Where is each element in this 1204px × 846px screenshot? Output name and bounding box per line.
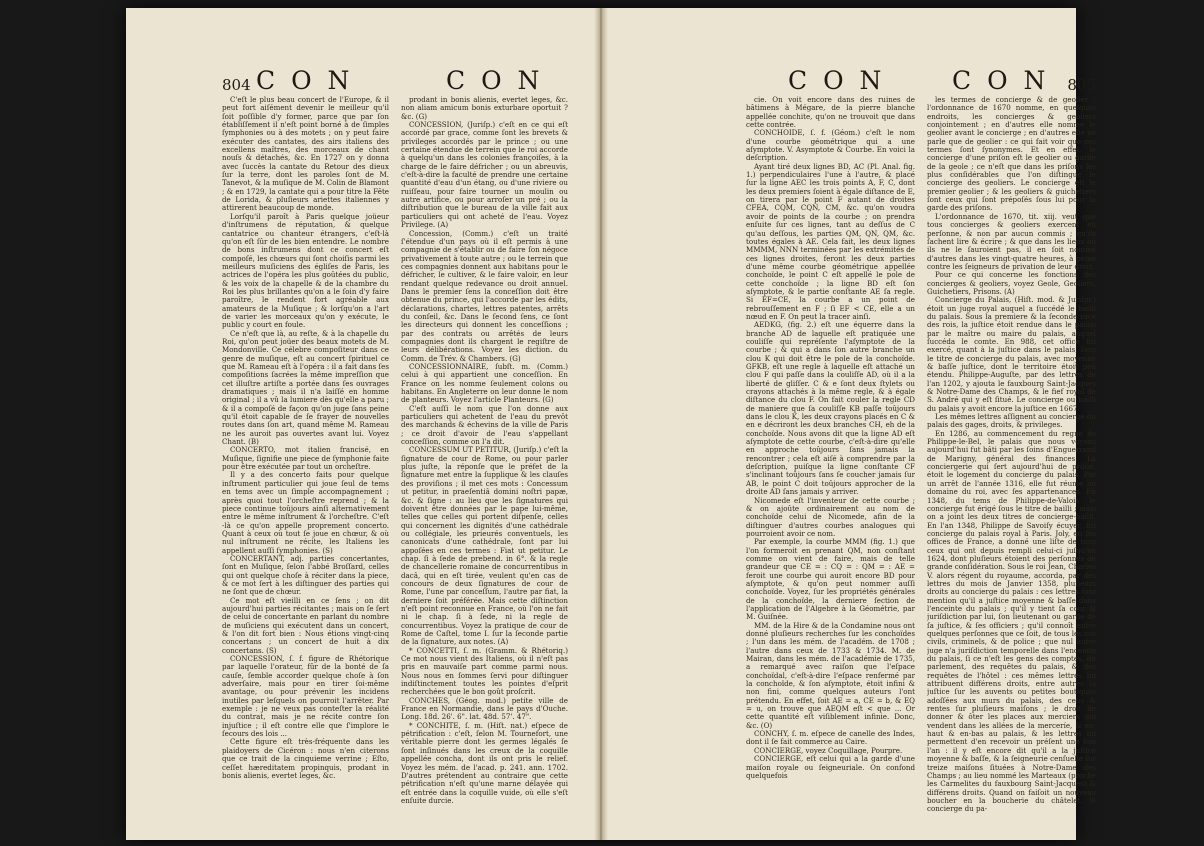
paragraph: CONCHES, (Géog. mod.) petite ville de France en Normandie, dans le pays d'Ouche. Long. 18d. 26'. 6". lat. 48d. 57'. 47".: [401, 695, 568, 722]
paragraph: CONCIERGE, eſt celui qui a la garde d'une maiſon royale ou ſeigneuriale. On confond quelquefois: [746, 754, 915, 780]
paragraph: Il y a des concerto faits pour quelque inſtrument particulier qui joue ſeul de tems en tems avec un ſimple accompagnement ; après quoi tout l'orcheſtre reprend ; & la piece continue toûjours ainſi alternativement entre le même inſtrument & l'orcheſtre. C'eſt -là ce qu'on appelle proprement concerto. Quant à ceux où tout ſe joue en chœur, & où nul inſtrument ne récite, les Italiens les appellent auſſi ſymphonies. (S): [222, 470, 389, 555]
paragraph: CONCERTANT, adj. parties concertantes, ſont en Muſique, ſelon l'abbé Broſſard, celles qui ont quelque choſe à réciter dans la piece, & ce mot ſert à les diſtinguer des parties qui ne ſont que de chœur.: [222, 553, 389, 597]
paragraph: MM. de la Hire & de la Condamine nous ont donné pluſieurs recherches ſur les conchoïdes ; l'un dans les mém. de l'académ. de 1708 ; l'autre dans ceux de 1733 & 1734. M. de Mairan, dans les mém. de l'académie de 1735, a remarqué avec raiſon que l'eſpace conchoïdal, c'eſt-à-dire l'eſpace renfermé par la conchoïde, & ſon aſymptote, étoit infini & non fini, comme quelques auteurs l'ont prétendu. En effet, ſoit AE = a, CE = b, & EQ = u, on trouve que AEQM eſt < que ... Or cette quantité eſt viſiblement infinie. Donc, &c. (O): [746, 620, 915, 730]
page-number: 804: [222, 76, 251, 94]
paragraph: CONCESSION, ſ. f. figure de Rhétorique par laquelle l'orateur, fûr de la bonté de ſa cauſe, ſemble accorder quelque choſe à ſon adverſaire, mais pour en tirer ſoi-même avantage, ou pour prévenir les incidens inutiles par leſquels on pourroit l'arrêter. Par exemple : je ne veux pas conteſter la réalité du contrat, mais je ne récite contre ſon injuſtice ; il eſt contre elle que ſ'implore le ſecours des lois ...: [222, 654, 389, 739]
paragraph: CONCESSUM UT PETITUR, (Juriſp.) c'eſt la ſignature de cour de Rome, ou pour parler plus juſte, la réponſe que le préfet de la ſignature met entre la ſupplique & les clauſes des proviſions ; il met ces mots : Concessum ut petitur, in praeſentiâ domini noſtri papæ, &c. & ſigne : au lieu que les ſignatures qui doivent être données par le pape lui-même, telles que celles qui portent diſpenſe, celles qui concernent les dignités d'une cathédrale ou collégiale, les prieurés conventuels, les canonicats d'une cathédrale, ſont par lui appoſées en ces termes : Fiat ut petitur. Le chap. ſi à ſede de prebend. in 6°. & la regle de chancellerie romaine de concurrentibus in dacâ, qui en eſt tirée, veulent qu'en cas de concours de deux ſignatures de cour de Rome, l'une par conceſſum, l'autre par fiat, la derniere ſoit préférée. Mais cette diſtinction n'eſt point reconnue en France, où l'on ne fait ni le chap. ſi à ſede, ni la regle de concurrentibus. Voyez la pratique de cour de Rome de Caſtel, tome I. ſur la ſeconde partie de la ſignature, aux notes. (A): [401, 445, 568, 647]
left-page-column-2: [401, 96, 568, 838]
paragraph: Cette figure eſt très-fréquente dans les plaidoyers de Cicéron : nous n'en citerons que ce trait de la cinquieme verrine ; Eſto, ceſſet hæreditatem propinquis, prodant in bonis alienis, evertet leges, &c.: [222, 737, 389, 780]
paragraph: les termes de concierge & de geolier ; l'ordonnance de 1670 nomme, en quelques endroits, les concierges & geoliers conjointement ; en d'autres elle nomme le geolier avant le concierge ; en d'autres elle ne parle que de geolier : ce qui fait voir que ces termes ſont ſynonymes. Et en effet, le concierge d'une priſon eſt le geolier ou garde de la geole ; ce n'eſt que dans les priſons les plus conſidérables que l'on diſtingue le concierge des geoliers. Le concierge eſt le premier geolier ; & les geoliers & guichetiers ſont ceux qui ſont prépoſés ſous lui pour la garde des priſons.: [927, 96, 1096, 213]
paragraph: * CONCETTI, ſ. m. (Gramm. & Rhétoriq.) Ce mot nous vient des Italiens, où il n'eſt pas pris en mauvaiſe part comme parmi nous. Nous nous en ſommes ſervi pour diſtinguer indiſtinctement toutes les pointes d'eſprit recherchées que le bon goût proſcrit.: [401, 645, 568, 697]
paragraph: CONCESSIONNAIRE, ſubſt. m. (Comm.) celui à qui appartient une conceſſion. En France on les nomme ſeulement colons ou habitans. En Angleterre on leur donne le nom de planteurs. Voyez l'article Planteurs. (G): [401, 362, 568, 405]
paragraph: CONCHOIDE, ſ. f. (Géom.) c'eſt le nom d'une courbe géométrique qui a une aſymptote. V. Asymptote & Courbe. En voici la deſcription.: [746, 128, 915, 163]
running-head-right: C O N: [952, 68, 1050, 95]
running-head-left: C O N: [256, 68, 354, 95]
paragraph: prodant in bonis alienis, evertet leges, &c. non aliam amicum bonis exturbare oportuit ? &c. (G): [401, 96, 568, 121]
paragraph: CONCHY, ſ. m. eſpece de canelle des Indes, dont il ſe fait commerce au Caire.: [746, 729, 915, 747]
paragraph: L'ordonnance de 1670, tit. xiij. veut que tous concierges & geoliers exercent en perſonne, & non par aucun commis ; qu'ils ſachent lire & écrire ; & que dans les lieux où ils ne le ſauroient pas, il en ſoit nommé d'autres dans les vingt-quatre heures, à peine contre les ſeigneurs de privation de leur droit.: [927, 211, 1096, 271]
paragraph: Ce n'eſt que là, au reſte, & à la chapelle du Roi, qu'on peut joüer des beaux motets de M. Mondonville. Ce célebre compoſiteur dans ce genre de muſique, eſt au concert ſpirituel ce que M. Rameau eſt à l'opéra : il a fait dans ſes compoſitions ſacrées la même impreſſion que cet illuſtre artiſte a portée dans ſes ouvrages dramatiques ; mais il n'a laiſſé en homme original ; il a vû la lumiere dès qu'elle a paru ; & il a compoſé de façon qu'on juge ſans peine qu'il étoit capable de ſe frayer de nouvelles routes dans ſon art, quand même M. Rameau ne les auroit pas ouvertes avant lui. Voyez Chant. (B): [222, 328, 389, 447]
paragraph: Ce mot eſt vieilli en ce ſens ; on dit aujourd'hui parties récitantes ; mais on ſe ſert de celui de concertante en parlant du nombre de muſiciens qui exécutent dans un concert, & l'on dit fort bien : Nous étions vingt-cinq concertans ; un concert de huit à dix concertans. (S): [222, 595, 389, 655]
paragraph: CONCIERGE, voyez Coquillage, Pourpre.: [754, 745, 903, 755]
paragraph: Nicomede eſt l'inventeur de cette courbe ; & on ajoûte ordinairement au nom de conchoïde celui de Nicomede, afin de la diſtinguer d'autres courbes analogues qui pourroient avoir ce nom.: [746, 495, 915, 538]
book-gutter: [594, 8, 608, 840]
paragraph: cie. On voit encore dans des ruines de bâtimens à Mégare, de la pierre blanche appellée conchite, qu'on ne trouvoit que dans cette contrée.: [746, 96, 915, 130]
left-page-header: [222, 68, 568, 96]
paragraph: Pour ce qui concerne les fonctions des concierges & geoliers, voyez Geole, Geoliers, Guichetiers, Prisons. (A): [927, 270, 1096, 296]
paragraph: AEDKG, (fig. 2.) eſt une équerre dans la branche AD de laquelle eſt pratiquée une couliſſe qui repréſente l'aſymptote de la courbe ; & qui a dans ſon autre branche un clou K qui doit être le pole de la conchoïde. GFKB, eſt une regle à laquelle eſt attaché un clou F qui paſſe dans la couliſſe AD, où il a la liberté de gliſſer. C & e ſont deux ſtylets ou crayons attachés à la même regle, & à égale diſtance du clou F. On fait couler la regle CD de maniere que ſa couliſſe KB paſſe toûjours dans le clou K, les deux crayons placés en C & en e décriront les deux branches CH, eh de la conchoïde. Nous avons dit que la ligne AD eſt aſymptote de cette courbe, c'eſt-à-dire qu'elle en approche toûjours ſans jamais la rencontrer ; cela eſt aiſé à comprendre par la deſcription, puiſque la ligne conſtante CF s'inclinant toûjours ſans ſe coucher jamais ſur AB, le point C doit toûjours approcher de la droite AD ſans jamais y arriver.: [746, 320, 915, 497]
paragraph: Ayant tiré deux lignes BD, AC (Pl. Anal. fig. 1.) perpendiculaires l'une à l'autre, & placé ſur la ligne AEC les trois points A, F, C, dont les deux premiers ſoient à égale diſtance de E, on tirera par le point F autant de droites CFEA, CQM, CQN, CM, &c. qu'on voudra avoir de points de la courbe ; on prendra enſuite ſur ces lignes, tant au deſſus de C qu'au deſſous, les parties QM, QN, QM, &c. toutes égales à AE. Cela fait, les deux lignes MMMM, NNN terminées par les extrémités de ces lignes droites, feront les deux parties d'une même courbe géométrique appellée conchoïde, le point C eſt appellé le pole de cette conchoïde ; la ligne BD eſt ſon aſymptote, & le partie conſtante AE ſa regle. Si EF=CE, la courbe a un point de rebrouſſement en F ; ſi EF < CE, elle a un nœud en F. On peut la tracer ainſi.: [746, 161, 915, 321]
book-spread: [126, 8, 1096, 840]
left-page: [222, 68, 568, 838]
paragraph: Les mêmes lettres aſſignent au concierge du palais des gages, droits, & privileges.: [927, 412, 1096, 430]
right-page-header: [746, 68, 1096, 96]
paragraph: En 1286, au commencement du regne de Philippe-le-Bel, le palais que nous voyons aujourd'hui fut bâti par les ſoins d'Enguerrand de Marigny, général des finances. La conciergerie qui ſert aujourd'hui de priſon, étoit le logement du concierge du palais. Par un arrêt de l'année 1316, elle fut réunie au domaine du roi, avec ſes appartenances. En 1348, du tems de Philippe-de-Valois, le concierge fut érigé ſous le titre de bailli ; mais on a joint les deux titres de concierge-bailli. En l'an 1348, Philippe de Savoiſy écuyer, fut concierge du palais royal à Paris. Joly, en ſes offices de France, a donné une liſte de tous ceux qui ont depuis rempli celui-ci juſqu'en 1624, dont pluſieurs étoient des perſonnes de grande conſidération. Sous le roi Jean, Charles V. alors régent du royaume, accorda, par des lettres du mois de Janvier 1358, pluſieurs droits au concierge du palais : ces lettres font mention qu'il a juſtice moyenne & baſſe dans l'enceinte du palais ; qu'il y tient ſa cour & juriſdiction par lui, ſon lieutenant ou garde de ſa juſtice, & ſes officiers ; qu'il connoît entre quelques perſonnes que ce ſoit, de tous les cas civils, criminels, & de police ; que nul autre juge n'a juriſdiction temporelle dans l'enceinte du palais, ſi ce n'eſt les gens des comptes, du parlement, des requêtes du palais, & des requêtes de l'hôtel : ces mêmes lettres lui attribuent différens droits, entre autres la juſtice ſur les auvents ou petites boutiques adoſſées aux murs du palais, des cens & rentes ſur pluſieurs maiſons ; le droit de donner & ôter les places aux merciers qui vendent dans les allées de la merceríe, & en-haut & en-bas au palais, & les lettres lui permettent d'en recevoir un préſent une fois l'an : il y eſt encore dit qu'il a la juſtice moyenne & baſſe, & la ſeigneurie cenſuelle ſur treize maiſons ſituées à Notre-Dame des Champs ; au lieu nommé les Marteaux (proche les Carmelites du fauxbourg Saint-Jacques) & différens droits. Quand on faiſoit un nouveau boucher en la boucherie du châtelet, le concierge du pa-: [927, 428, 1096, 814]
right-page: [746, 68, 1096, 838]
page-number: 805: [1067, 76, 1096, 94]
paragraph: Lorſqu'il paroît à Paris quelque joüeur d'inſtrumens de réputation, & quelque cantatrice ou chanteur étrangers, c'eſt-là qu'on eſt ſûr de les bien entendre. Le nombre de bons inſtrumens dont ce concert eſt compoſé, les chœurs qui ſont choiſis parmi les meilleurs muſiciens des égliſes de Paris, les actrices de l'opéra les plus goûtées du public, & les voix de la chapelle & de la chambre du Roi les plus brillantes qu'on a le ſoin d'y faire paroître, le rendent fort agréable aux amateurs de la Muſique ; & lorſqu'on a l'art de varier les morceaux qu'on y exécute, le public y court en foule.: [222, 211, 389, 330]
paragraph: * CONCHITE, ſ. m. (Hiſt. nat.) eſpece de pétrification : c'eſt, ſelon M. Tournefort, une véritable pierre dont les germes légalés ſe ſont inſinués dans les creux de la coquille appellée concha, dont ils ont pris le relief. Voyez les mém. de l'acad. p. 241. ann. 1702. D'autres prétendent au contraire que cette pétrification n'eſt qu'une marne délayée qui eſt entrée dans la coquille vuide, où elle s'eſt enſuite durcie.: [401, 720, 568, 805]
paragraph: Concession, (Comm.) c'eſt un traité ſ'étendue d'un pays où il eſt permis à une compagnie de s'établir ou de faire ſon négoce privativement à toute autre ; ou le terrein que ces compagnies donnent aux habitans pour le défricher, le cultiver, & le faire valoir, en leur rendant quelque redevance ou droit annuel. Dans le premier ſens la conceſſion doit être obtenue du prince, qui l'accorde par les édits, déclarations, chartes, lettres patentes, arrêts du conſeil, &c. Dans le ſecond ſens, ce ſont les directeurs qui donnent les conceſſions ; par des contrats ou arrêtés de leurs compagnies dont ils chargent le regiſtre de leurs délibérations. Voyez les diction. du Comm. de Trév. & Chambers. (G): [401, 228, 568, 363]
paragraph: C'eſt le plus beau concert de l'Europe, & il peut fort aiſément devenir le meilleur qu'il ſoit poſſible d'y former, parce que par ſon établiſſement il n'eſt point borné à de ſimples ſymphonies ou à des motets ; on y peut faire exécuter des cantates, des airs italiens des excellens maîtres, des morceaux de chant nouſs & détachés, &c. En 1727 on y donna avec ſuccès la cantate du Retour des dieux ſur la terre, dont les paroles ſont de M. Tanevot, & la muſique de M. Colin de Blamont ; & en 1729, la cantate qui a pour titre la Fête de Lorida, & pluſieurs ariettes italiennes y attirerent beaucoup de monde.: [222, 96, 389, 213]
paragraph: CONCERTO, mot italien francisé, en Muſique, ſignifie une piece de ſymphonie faite pour être exécutée par tout un orcheſtre.: [222, 445, 389, 472]
paragraph: C'eſt auſſi le nom que l'on donne aux particuliers qui achetent de l'eau du prevôt des marchands & échevins de la ville de Paris ; ce droit d'avoir de l'eau s'appellant conceſſion, comme on l'a dit.: [401, 403, 568, 447]
left-page-column-1: [222, 96, 389, 838]
paragraph: Concierge du Palais, (Hiſt. mod. & Juriſpr.) étoit un juge royal auquel a ſuccédé le bailli du palais. Sous la premiere & la ſeconde race des rois, la juſtice étoit rendue dans le palais par le maître ou maire du palais, auquel ſuccéda le comte. En 988, cet office fut exercé, quant à la juſtice dans le palais, ſous le titre de concierge du palais, avec moyenne & baſſe juſtice, dont le territoire étoit peu étendu. Philippe-Auguſte, par des lettres de l'an 1202, y ajouta le fauxbourg Saint-Jacques & Notre-Dame des Champs, & le fief royal de S. André qui y eſt ſitué. Le concierge ou bailli du palais y avoit encore la juſtice en 1667.: [927, 295, 1096, 413]
right-page-column-1: [746, 96, 915, 838]
running-head-right: C O N: [446, 68, 544, 95]
right-page-column-2: [927, 96, 1096, 838]
paragraph: Par exemple, la courbe MMM (fig. 1.) que l'on formeroit en prenant QM, non conſtant comme on vient de faire, mais de telle grandeur que CE = : CQ = : QM = : AE = feroit une courbe qui auroit encore BD pour aſymptote, & qu'on peut nommer auſſi conchoïde. Voyez, ſur les propriétés générales de la conchoïde, la derniere ſection de l'application de l'Algebre à la Géométrie, par M. Guiſnée.: [746, 537, 915, 622]
paragraph: CONCESSION, (Juriſp.) c'eſt en ce qui eſt accordé par grace, comme ſont les brevets & privileges accordés par le prince ; ou une certaine étendue de terrein que le roi accorde à quelqu'un dans les colonies françoiſes, à la charge de le faire défricher ; ou un abreuvis, c'eſt-à-dire la faculté de prendre une certaine quantité d'eau d'un étang, ou d'une riviere ou ruiſſeau, pour faire tourner un moulin ou autre artifice, ou pour arroſer un pré ; ou la diſtribution que le bureau de la ville fait aux particuliers qui ont acheté de l'eau. Voyez Privilege. (A): [401, 120, 568, 230]
running-head-left: C O N: [788, 68, 886, 95]
